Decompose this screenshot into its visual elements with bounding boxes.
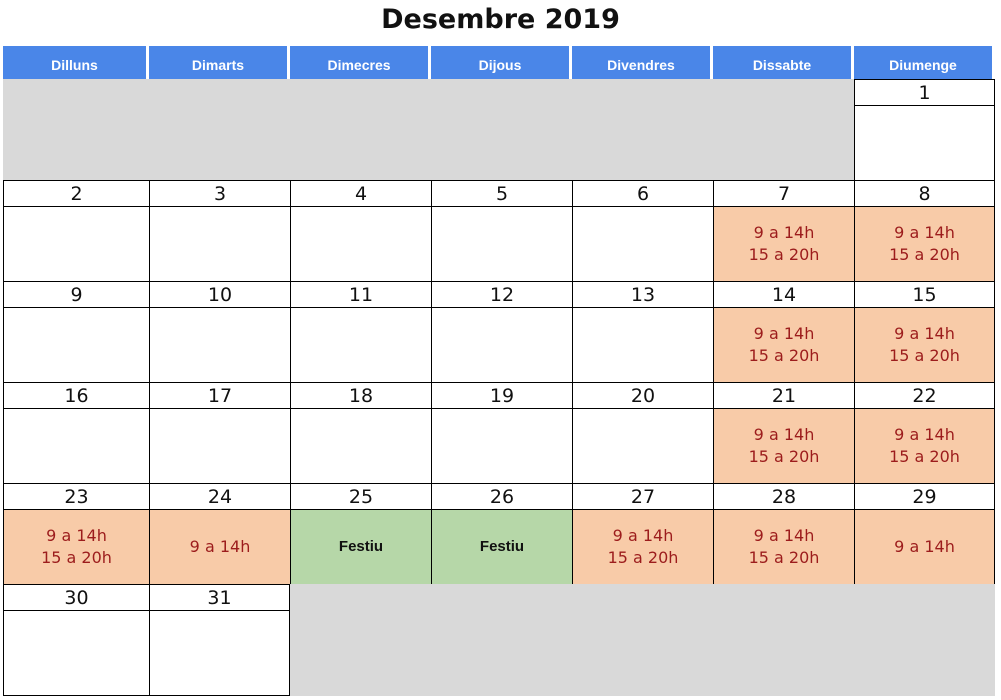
hours-afternoon: 15 a 20h (748, 346, 820, 365)
day-cell-11 (290, 281, 431, 382)
weekday-header-sunday: Diumenge (854, 46, 995, 79)
day-number: 26 (432, 484, 572, 510)
day-cell-29 (854, 483, 995, 584)
day-number: 11 (291, 282, 431, 308)
weekday-header-wednesday: Dimecres (290, 46, 431, 79)
hours-morning: 9 a 14h (753, 324, 815, 343)
day-number: 1 (855, 80, 994, 106)
day-cell-14 (713, 281, 854, 382)
weekday-header-friday: Divendres (572, 46, 713, 79)
opening-hours (714, 409, 854, 483)
day-cell-12 (431, 281, 572, 382)
day-cell-5 (431, 180, 572, 281)
opening-hours (855, 510, 994, 584)
day-number: 29 (855, 484, 994, 510)
day-cell-21 (713, 382, 854, 483)
hours-afternoon: 15 a 20h (607, 548, 679, 567)
hours-morning: 9 a 14h (894, 223, 955, 242)
day-cell-20 (572, 382, 713, 483)
day-number: 15 (855, 282, 994, 308)
day-cell-3 (149, 180, 290, 281)
hours-afternoon: 15 a 20h (889, 447, 960, 466)
day-content (150, 308, 290, 382)
day-content (573, 207, 713, 281)
hours-morning: 9 a 14h (46, 526, 107, 545)
day-cell-4 (290, 180, 431, 281)
day-content (573, 409, 713, 483)
day-cell-8 (854, 180, 995, 281)
day-content (432, 308, 572, 382)
day-cell-25 (290, 483, 431, 584)
day-content (150, 409, 290, 483)
hours-morning: 9 a 14h (612, 526, 674, 545)
day-cell-10 (149, 281, 290, 382)
day-cell-16 (3, 382, 149, 483)
day-cell-23 (3, 483, 149, 584)
day-cell-27 (572, 483, 713, 584)
day-content (150, 207, 290, 281)
day-content (150, 611, 289, 695)
hours-afternoon: 15 a 20h (889, 346, 960, 365)
day-cell-22 (854, 382, 995, 483)
hours-morning: 9 a 14h (894, 425, 955, 444)
opening-hours (855, 409, 994, 483)
day-number: 5 (432, 181, 572, 207)
hours-afternoon: 15 a 20h (748, 245, 820, 264)
hours-morning: 9 a 14h (894, 324, 955, 343)
day-number: 6 (573, 181, 713, 207)
day-content (4, 308, 149, 382)
opening-hours (573, 510, 713, 584)
day-cell-7 (713, 180, 854, 281)
opening-hours (855, 207, 994, 281)
opening-hours (714, 308, 854, 382)
day-number: 7 (714, 181, 854, 207)
day-content (855, 106, 994, 180)
day-cell-24 (149, 483, 290, 584)
hours-afternoon: 15 a 20h (889, 245, 960, 264)
day-cell-17 (149, 382, 290, 483)
hours-morning: 9 a 14h (189, 537, 251, 556)
day-cell-30 (3, 584, 149, 696)
day-content (4, 409, 149, 483)
day-number: 12 (432, 282, 572, 308)
day-number: 8 (855, 181, 994, 207)
opening-hours (150, 510, 290, 584)
holiday-label (432, 510, 572, 584)
day-cell-31 (149, 584, 290, 696)
hours-morning: 9 a 14h (753, 526, 815, 545)
hours-morning: 9 a 14h (894, 537, 955, 556)
weekday-header-thursday: Dijous (431, 46, 572, 79)
day-number: 17 (150, 383, 290, 409)
empty-leading-cells (3, 79, 854, 180)
holiday-label (291, 510, 431, 584)
day-number: 22 (855, 383, 994, 409)
day-number: 30 (4, 585, 149, 611)
hours-morning: 9 a 14h (753, 223, 815, 242)
weekday-header-monday: Dilluns (3, 46, 149, 79)
day-cell-18 (290, 382, 431, 483)
day-cell-9 (3, 281, 149, 382)
day-content (291, 207, 431, 281)
day-cell-28 (713, 483, 854, 584)
hours-afternoon: 15 a 20h (748, 548, 820, 567)
day-content (4, 207, 149, 281)
day-number: 20 (573, 383, 713, 409)
calendar-grid (3, 46, 995, 696)
weekday-header-tuesday: Dimarts (149, 46, 290, 79)
hours-afternoon: 15 a 20h (41, 548, 112, 567)
day-content (291, 308, 431, 382)
day-number: 4 (291, 181, 431, 207)
hours-afternoon: 15 a 20h (748, 447, 820, 466)
opening-hours (714, 207, 854, 281)
day-cell-13 (572, 281, 713, 382)
opening-hours (4, 510, 149, 584)
day-cell-19 (431, 382, 572, 483)
opening-hours (855, 308, 994, 382)
day-number: 3 (150, 181, 290, 207)
holiday-text: Festiu (338, 538, 384, 555)
day-number: 13 (573, 282, 713, 308)
day-cell-1 (854, 79, 995, 180)
day-content (432, 409, 572, 483)
day-number: 27 (573, 484, 713, 510)
day-number: 18 (291, 383, 431, 409)
day-content (573, 308, 713, 382)
day-content (432, 207, 572, 281)
day-number: 10 (150, 282, 290, 308)
day-number: 19 (432, 383, 572, 409)
day-number: 24 (150, 484, 290, 510)
day-number: 28 (714, 484, 854, 510)
calendar-title: Desembre 2019 (381, 4, 620, 35)
day-number: 21 (714, 383, 854, 409)
day-cell-6 (572, 180, 713, 281)
weekday-header-saturday: Dissabte (713, 46, 854, 79)
day-content (291, 409, 431, 483)
day-number: 9 (4, 282, 149, 308)
empty-trailing-cells (290, 584, 995, 696)
day-number: 25 (291, 484, 431, 510)
day-cell-26 (431, 483, 572, 584)
day-number: 31 (150, 585, 289, 611)
hours-morning: 9 a 14h (753, 425, 815, 444)
opening-hours (714, 510, 854, 584)
day-cell-2 (3, 180, 149, 281)
day-number: 14 (714, 282, 854, 308)
day-content (4, 611, 149, 695)
day-cell-15 (854, 281, 995, 382)
day-number: 16 (4, 383, 149, 409)
holiday-text: Festiu (479, 538, 525, 555)
day-number: 23 (4, 484, 149, 510)
day-number: 2 (4, 181, 149, 207)
